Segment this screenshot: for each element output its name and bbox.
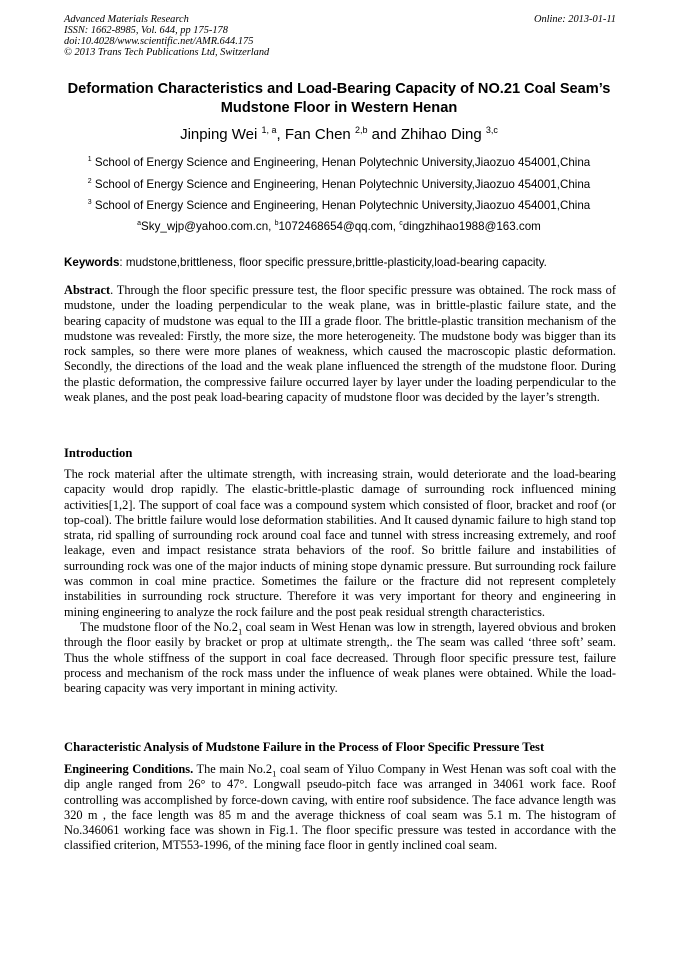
introduction-paragraph: The rock material after the ultimate strength, with increasing strain, would deteriorate and the load-bearing capacity would drop rapidly. The elastic-brittle-plastic damage of surrounding rock influenced mining activities[1,2]. The support of coal face was a compound system which consisted of floor, bracket and roof (or top-coal). The brittle failure would lose deformation stabilities. And It caused dynamic failure to high stand top strata, rid spalling of surrounding rock around coal face and tunnel with stress increasing extremely, and roof leakage, even and impact resistance strata behaviors of the roof. So brittle failure and instabilities of surrounding rock was one of the major inducts of mining stope dynamic pressure. But surrounding rock failure was common in coal mine practice. Sometimes the failure or the fracture did not represent completely instabilities in surrounding rock structure. Therefore it was very important for theory and engineering in mining engineering to analyze the rock failure and the post peak residual strength characteristics. [64, 467, 616, 619]
author-list [60, 125, 618, 145]
paragraph-text: coal seam of Yiluo Company in West Henan was soft coal with the dip angle ranged from 26° to 47°. Longwall pseudo-pitch face was arranged in 34061 work face. Roof controlling was accomplished by force-down caving, with entire roof subsidence. The face advance length was 320 m , the face length was 85 m and the average thickness of coal seam was 5.1 m. The histogram of No.346061 working face was shown in Fig.1. The floor specific pressure was tested in accordance with the classified criterion, MT553-1996, of the mining face floor in gently inclined coal seam. [64, 762, 616, 853]
subscript: 1 [237, 626, 243, 637]
author-sup: 2,b [354, 125, 368, 135]
email-line [60, 220, 618, 234]
journal-name: Advanced Materials Research [64, 14, 189, 25]
affiliation [60, 178, 618, 192]
email-link[interactable]: 1072468654@qq.com, [278, 220, 400, 233]
paragraph-text: coal seam in West Henan was low in strength, layered obvious and broken through the floor easily by bracket or prop at ultimate strength,. the The seam was called ‘three soft’ seam. Thus the whole stiffness of the support in coal face decreased. Through floor specific pressure test, failure process and mechanism of the rock mass under the influence of weak planes were obtained. While the load-bearing capacity was very important in mining activity. [64, 619, 616, 696]
email-sup: c [399, 220, 403, 228]
affiliation-text: School of Energy Science and Engineering, Henan Polytechnic University,Jiaozuo 454001,China [94, 199, 591, 212]
affiliation-num: 2 [87, 178, 92, 186]
abstract-text: . Through the floor specific pressure test, the floor specific pressure was obtained. The rock mass of mudstone, under the loading perpendicular to the weak plane, was in brittle-plastic failure state, and the bearing capacity of mudstone was equal to the III a grade floor. The brittle-plastic transition mechanism of the mudstone was revealed: Firstly, the more size, the more heterogeneity. The mudstone body was bigger than its rock samples, so there were more planes of weakness, which caused the macroscopic plastic deformation. Secondly, the directions of the load and the weak plane influenced the strength of the mudstone floor. During the plastic deformation, the compressive failure occurred layer by layer under the loading perpendicular to the weak planes, and the post peak load-bearing capacity of mudstone floor was decided by the layer’s strength. [64, 283, 616, 405]
author-name: Zhihao Ding [400, 126, 482, 143]
author-sep: , [276, 126, 285, 143]
affiliation [60, 199, 618, 213]
paragraph-label: Engineering Conditions. [64, 762, 194, 776]
email-link[interactable]: dingzhihao1988@163.com [402, 220, 541, 233]
author-sup: 3,c [485, 125, 498, 135]
keywords [64, 256, 616, 270]
email-sup: b [274, 220, 279, 228]
author-name: Fan Chen [284, 126, 351, 143]
keywords-label: Keywords [64, 256, 120, 269]
subscript: 1 [272, 768, 277, 779]
section-heading-introduction: Introduction [64, 446, 133, 460]
paragraph-text: The mudstone floor of the No.2 [80, 619, 238, 634]
abstract-label: Abstract [64, 283, 111, 297]
affiliation-num: 3 [87, 199, 92, 207]
copyright-line: © 2013 Trans Tech Publications Ltd, Switzerland [64, 47, 270, 58]
affiliation [60, 156, 618, 170]
abstract [64, 283, 616, 405]
email-link[interactable]: Sky_wjp@yahoo.com.cn, [141, 220, 275, 233]
journal-header [64, 14, 616, 58]
introduction-body [64, 467, 616, 696]
section-heading-characteristic-analysis: Characteristic Analysis of Mudstone Failure in the Process of Floor Specific Pressure Test [64, 740, 545, 754]
online-date: Online: 2013-01-11 [533, 14, 616, 25]
paper-title: Deformation Characteristics and Load-Bearing Capacity of NO.21 Coal Seam’s Mudstone Floor in Western Henan [67, 81, 611, 116]
introduction-paragraph [64, 620, 616, 696]
email-sup: a [137, 220, 142, 228]
paragraph-text: The main No.2 [193, 762, 273, 776]
author-sup: 1, a [261, 125, 277, 135]
doi-line: doi:10.4028/www.scientific.net/AMR.644.175 [64, 36, 254, 47]
issn-line: ISSN: 1662-8985, Vol. 644, pp 175-178 [64, 25, 228, 36]
affiliation-num: 1 [87, 156, 92, 164]
author-sep: and [367, 126, 401, 143]
affiliation-text: School of Energy Science and Engineering, Henan Polytechnic University,Jiaozuo 454001,China [94, 178, 591, 191]
author-name: Jinping Wei [180, 126, 258, 143]
keywords-text: : mudstone,brittleness, floor specific pressure,brittle-plasticity,load-bearing capacity. [119, 256, 547, 269]
affiliation-text: School of Energy Science and Engineering, Henan Polytechnic University,Jiaozuo 454001,China [94, 156, 591, 169]
engineering-conditions-paragraph [64, 762, 616, 854]
